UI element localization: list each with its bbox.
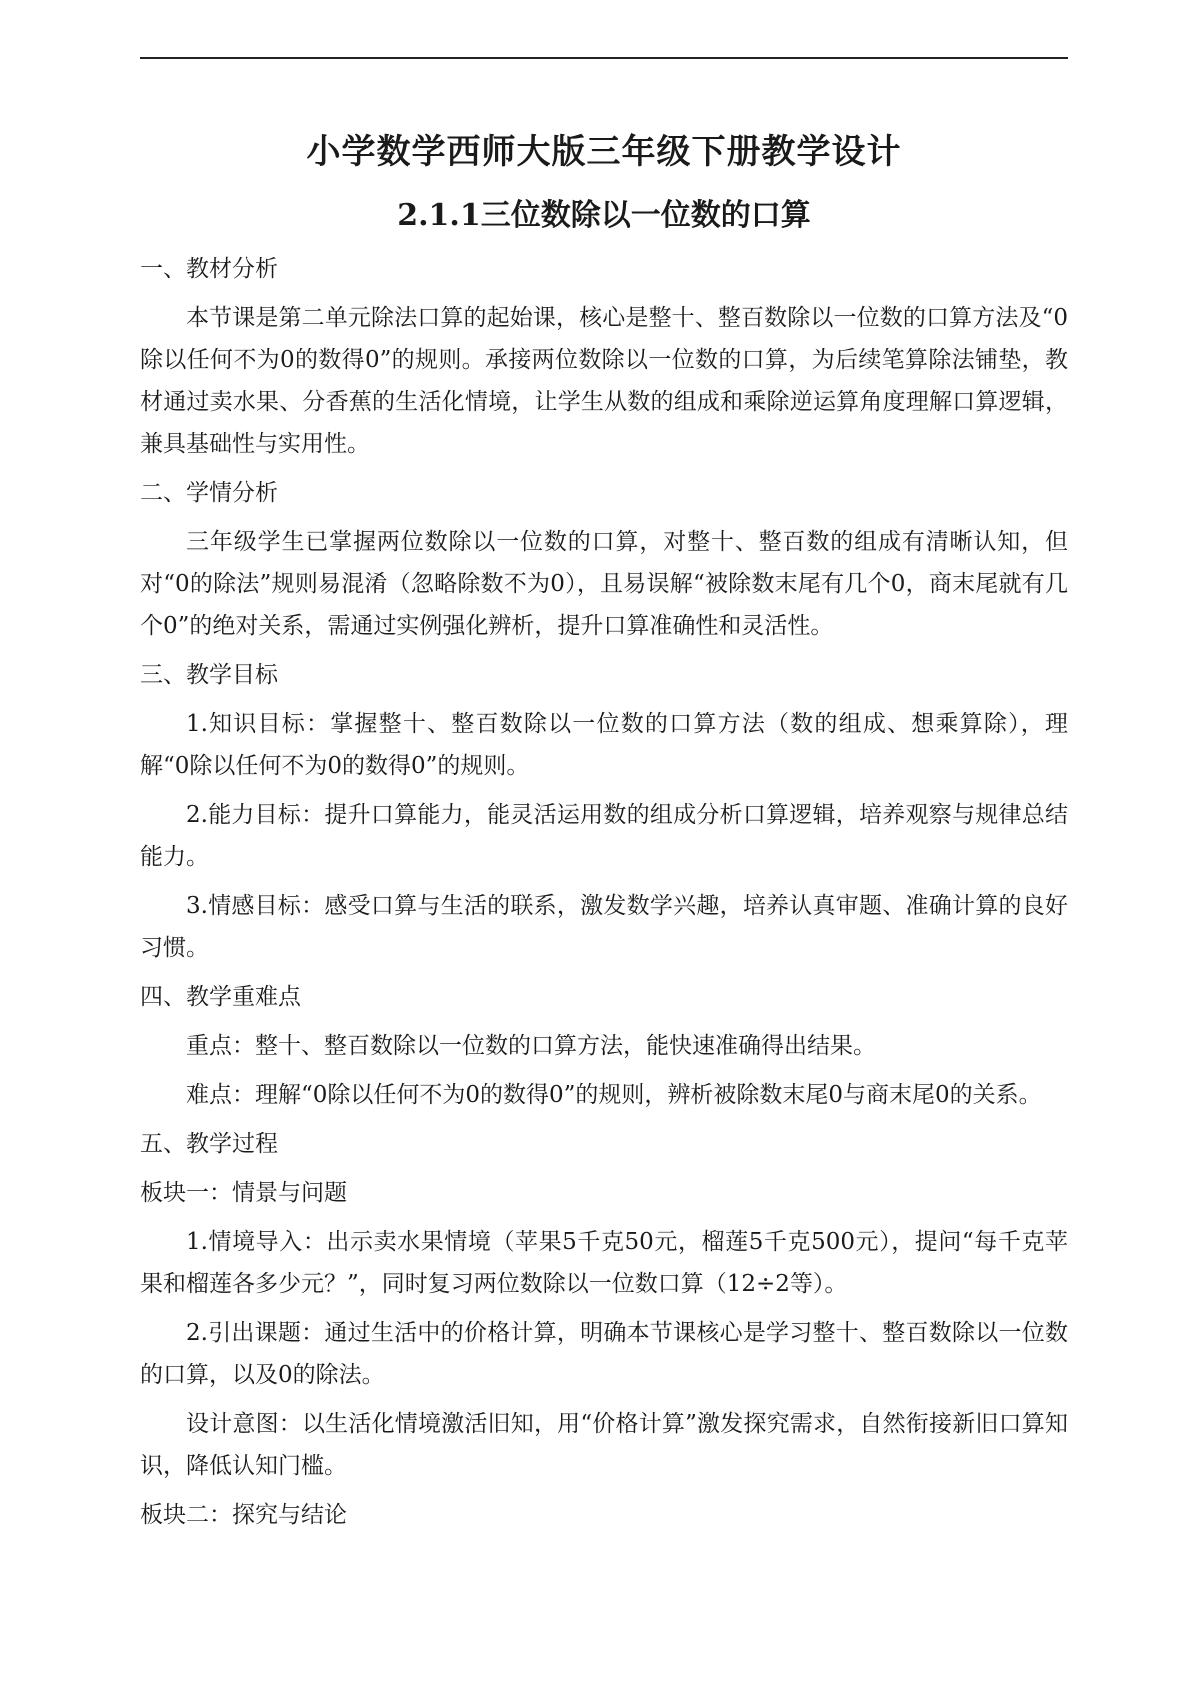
document-title: 小学数学西师大版三年级下册教学设计 [306, 132, 902, 172]
document-body [140, 248, 1068, 1536]
header-rule [140, 57, 1068, 59]
section-heading: 三、教学目标 [140, 662, 278, 688]
paragraph: 重点：整十、整百数除以一位数的口算方法，能快速准确得出结果。 [186, 1033, 876, 1059]
section-heading: 四、教学重难点 [140, 984, 301, 1010]
section-heading: 一、教材分析 [140, 256, 278, 282]
paragraph: 2.能力目标：提升口算能力，能灵活运用数的组成分析口算逻辑，培养观察与规律总结能力。 [140, 802, 1068, 870]
paragraph: 2.引出课题：通过生活中的价格计算，明确本节课核心是学习整十、整百数除以一位数的口算，以及0的除法。 [140, 1320, 1068, 1388]
subsection-heading: 板块一：情景与问题 [140, 1180, 347, 1206]
section-heading: 二、学情分析 [140, 480, 278, 506]
document-subtitle: 2.1.1三位数除以一位数的口算 [397, 198, 811, 233]
subsection-heading: 板块二：探究与结论 [140, 1502, 347, 1528]
paragraph: 1.知识目标：掌握整十、整百数除以一位数的口算方法（数的组成、想乘算除），理解“0除以任何不为0的数得0”的规则。 [140, 711, 1068, 779]
section-heading: 五、教学过程 [140, 1131, 278, 1157]
paragraph: 3.情感目标：感受口算与生活的联系，激发数学兴趣，培养认真审题、准确计算的良好习惯。 [140, 893, 1068, 961]
paragraph: 设计意图：以生活化情境激活旧知，用“价格计算”激发探究需求，自然衔接新旧口算知识，降低认知门槛。 [140, 1411, 1068, 1479]
paragraph: 1.情境导入：出示卖水果情境（苹果5千克50元，榴莲5千克500元），提问“每千克苹果和榴莲各多少元？”，同时复习两位数除以一位数口算（12÷2等）。 [140, 1229, 1068, 1297]
paragraph: 本节课是第二单元除法口算的起始课，核心是整十、整百数除以一位数的口算方法及“0除以任何不为0的数得0”的规则。承接两位数除以一位数的口算，为后续笔算除法铺垫，教材通过卖水果、分香蕉的生活化情境，让学生从数的组成和乘除逆运算角度理解口算逻辑，兼具基础性与实用性。 [140, 305, 1068, 457]
paragraph: 三年级学生已掌握两位数除以一位数的口算，对整十、整百数的组成有清晰认知，但对“0的除法”规则易混淆（忽略除数不为0），且易误解“被除数末尾有几个0，商末尾就有几个0”的绝对关系，需通过实例强化辨析，提升口算准确性和灵活性。 [140, 529, 1068, 639]
paragraph: 难点：理解“0除以任何不为0的数得0”的规则，辨析被除数末尾0与商末尾0的关系。 [186, 1082, 1042, 1108]
